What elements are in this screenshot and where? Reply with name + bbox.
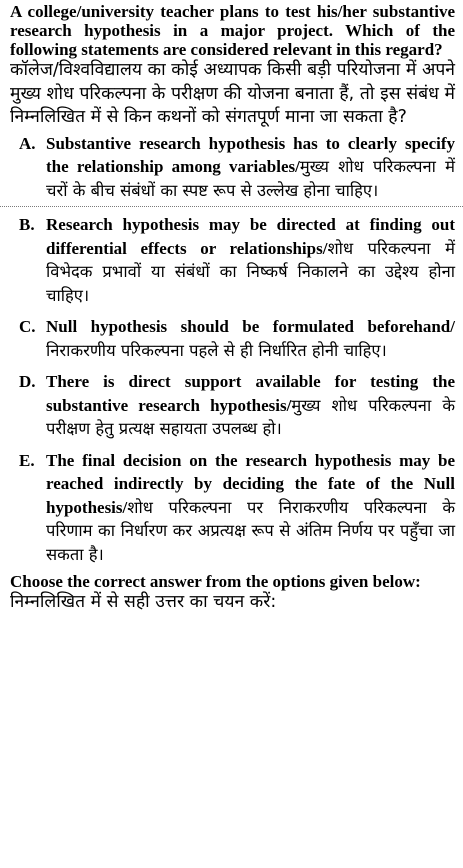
- question-text-english: A college/university teacher plans to test his/her substantive research hypothesis in a major project. Which of the following statements are considered relevant in this regard?: [10, 2, 455, 59]
- option-text: [46, 449, 455, 567]
- option-text: [46, 370, 455, 441]
- instruction-hindi: निम्नलिखित में से सही उत्तर का चयन करें:: [10, 592, 277, 612]
- option-text-english: Null hypothesis should be formulated beforehand/: [46, 317, 455, 336]
- option-text: [46, 213, 455, 307]
- option-letter: A.: [19, 133, 36, 153]
- option-d: [10, 370, 455, 441]
- option-a: [10, 132, 455, 203]
- option-text-english: Research hypothesis may be directed at finding out differential effects or relationships/: [46, 215, 455, 258]
- option-text-hindi: शोध परिकल्पना पर निराकरणीय परिकल्पना के परिणाम का निर्धारण कर अप्रत्यक्ष रूप से अंतिम निर्णय पर पहुँचा जा सकता है।: [46, 497, 455, 564]
- option-c: [10, 315, 455, 362]
- spacer: [10, 362, 455, 370]
- spacer: [10, 441, 455, 449]
- option-text-hindi: शोध परिकल्पना में विभेदक प्रभावों या संबंधों का निष्कर्ष निकालने का उद्देश्य होना चाहिए।: [46, 238, 455, 305]
- option-text-hindi: मुख्य शोध परिकल्पना के परीक्षण हेतु प्रत्यक्ष सहायता उपलब्ध हो।: [46, 395, 455, 438]
- option-letter: B.: [19, 215, 35, 234]
- option-e: [10, 449, 455, 567]
- option-letter: C.: [19, 317, 36, 336]
- instruction-english: Choose the correct answer from the options given below:: [10, 572, 421, 591]
- option-letter: D.: [19, 372, 36, 391]
- option-text-hindi: मुख्य शोध परिकल्पना में चरों के बीच संबंधों का स्पष्ट रूप से उल्लेख होना चाहिए।: [46, 157, 456, 200]
- spacer: [10, 307, 455, 315]
- divider: [0, 206, 463, 207]
- question-text-hindi: कॉलेज/विश्वविद्यालय का कोई अध्यापक किसी बड़ी परियोजना में अपने मुख्य शोध परिकल्पना के परीक्षण की योजना बनाता हैं, तो इस संबंध में निम्नलिखित में से किन कथनों को संगतपूर्ण माना जा सकता है?: [10, 60, 455, 127]
- option-letter: E.: [19, 450, 35, 470]
- option-b: [10, 213, 455, 307]
- option-text-hindi: निराकरणीय परिकल्पना पहले से ही निर्धारित होनी चाहिए।: [46, 340, 387, 360]
- option-text: [46, 132, 455, 203]
- option-text-english: Substantive research hypothesis has to clearly specify the relationship among variables/: [46, 133, 455, 176]
- option-text-english: There is direct support available for testing the substantive research hypothesis/: [46, 372, 455, 415]
- option-text-english: The final decision on the research hypothesis may be reached indirectly by deciding the fate of the Null hypothesis/: [46, 450, 455, 517]
- option-text: [46, 315, 455, 362]
